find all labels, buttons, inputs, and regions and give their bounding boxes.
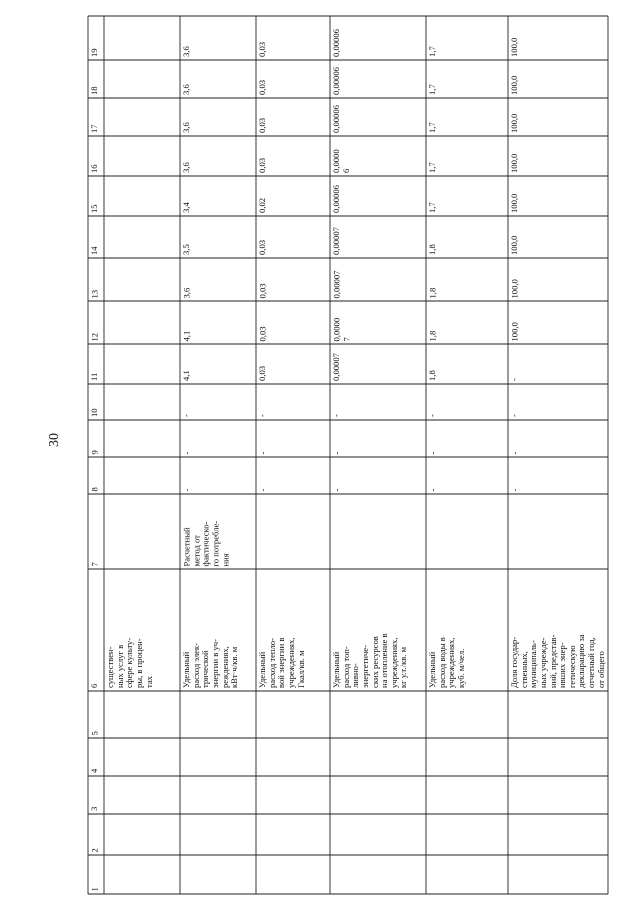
value-cell-text: - [331,451,341,454]
value-cell-text: 4,1 [181,330,191,341]
column-header [88,420,104,457]
value-cell [426,216,508,258]
indicator-cell [180,569,256,691]
column-header-text: 7 [89,561,99,566]
value-cell [330,176,426,216]
value-cell [180,216,256,258]
value-cell-text: 0,00006 [331,67,341,95]
indicator-cell [426,569,508,691]
value-cell-text: - [509,451,519,454]
value-cell-text: 0,03 [257,365,267,381]
column-header [88,569,104,691]
value-cell [426,344,508,384]
value-cell-text: 100,0 [509,278,519,298]
value-cell-text: - [427,451,437,454]
column-header [88,855,104,894]
value-cell-text: 0,03 [257,79,267,95]
value-cell-text: - [331,488,341,491]
indicator-cell [508,569,608,691]
value-cell-text: 100,0 [509,37,519,57]
method-cell [180,494,256,569]
value-cell [256,16,330,60]
value-cell [256,98,330,136]
value-cell [256,136,330,176]
column-header [88,16,104,60]
value-cell [508,16,608,60]
value-cell-text: - [427,488,437,491]
column-header [88,136,104,176]
value-cell [256,60,330,98]
column-header [88,384,104,420]
value-cell-text: 0,00007 [331,270,341,298]
value-cell [180,136,256,176]
value-cell-text: 1,8 [427,244,437,255]
value-cell-text: 1,7 [427,202,437,213]
column-header [88,216,104,258]
value-cell-text: - [509,378,519,381]
value-cell [426,98,508,136]
value-cell-text: 0,03 [257,239,267,255]
indicator-cell [256,569,330,691]
value-cell [180,16,256,60]
value-cell-text: 0,00006 [331,105,341,133]
column-header-text: 19 [89,48,99,57]
value-cell-text: 3,5 [181,244,191,255]
value-cell-text: 0,03 [257,117,267,133]
value-cell [426,258,508,301]
value-cell-text: 100,0 [509,113,519,133]
value-cell-text: - [427,414,437,417]
value-cell [180,176,256,216]
column-header-text: 17 [89,124,99,133]
value-cell [330,384,426,420]
value-cell-text: 100,0 [509,75,519,95]
value-cell [256,216,330,258]
value-cell-text: 0,02 [257,197,267,213]
value-cell [180,98,256,136]
value-cell [330,136,426,176]
indicator-cell [330,569,426,691]
value-cell [180,384,256,420]
column-header-text: 16 [89,164,99,173]
column-header-text: 3 [89,806,99,811]
value-cell-text: 100,0 [509,235,519,255]
value-cell [330,457,426,494]
value-cell [508,98,608,136]
value-cell [426,384,508,420]
value-cell [508,344,608,384]
value-cell [426,301,508,344]
value-cell [426,420,508,457]
value-cell-text: - [181,488,191,491]
value-cell-text: - [257,414,267,417]
value-cell-text: 4,1 [181,370,191,381]
indicator-table [88,16,608,894]
value-cell-text: 3,4 [181,202,191,213]
value-cell [508,216,608,258]
value-cell [180,60,256,98]
value-cell-text: 1,7 [427,122,437,133]
column-header [88,344,104,384]
value-cell-text: 3,6 [181,162,191,173]
value-cell [330,301,426,344]
value-cell [508,384,608,420]
column-header [88,494,104,569]
value-cell-text: 1,7 [427,162,437,173]
column-header-text: 2 [89,847,99,852]
column-header [88,258,104,301]
value-cell-text: 0,03 [257,325,267,341]
value-cell-text: 1,8 [427,330,437,341]
value-cell [330,60,426,98]
indicator-cell-text: Удельный расход воды в учреждениях, куб. м/чел. [427,637,466,688]
value-cell [508,258,608,301]
column-header-text: 18 [89,86,99,95]
column-header-text: 1 [89,886,99,891]
indicator-cell-text: Удельный расход тепло- вой энергии в учреждениях, Гкал/кв. м [257,637,306,688]
column-header-text: 4 [89,768,99,773]
column-header [88,301,104,344]
column-header-text: 13 [89,289,99,298]
value-cell-text: 3,6 [181,122,191,133]
value-cell [508,136,608,176]
indicator-cell [104,569,180,691]
value-cell [508,420,608,457]
value-cell-text: 1,7 [427,84,437,95]
value-cell-text: 0,00007 [331,227,341,255]
indicator-cell-text: Удельный расход элек- трической энергии в уч- реждениях, кВт·ч/кв. м [181,639,240,688]
value-cell-text: 3,6 [181,46,191,57]
value-cell [426,60,508,98]
column-header [88,691,104,738]
value-cell [508,60,608,98]
value-cell-text: 0,00007 [331,353,341,381]
value-cell-text: - [331,414,341,417]
value-cell [180,344,256,384]
value-cell [256,301,330,344]
value-cell-text: 0,00006 [331,29,341,57]
value-cell [330,216,426,258]
value-cell [180,258,256,301]
value-cell-text: - [257,488,267,491]
value-cell [508,176,608,216]
value-cell-text: 1,7 [427,46,437,57]
value-cell-text: 0,03 [257,282,267,298]
value-cell-text: 0,0000 6 [331,149,351,173]
column-header [88,98,104,136]
value-cell [426,176,508,216]
value-cell-text: - [257,451,267,454]
value-cell-text: 3,6 [181,287,191,298]
value-cell-text: 100,0 [509,153,519,173]
indicator-cell-text: Доля государ- ственных, муниципаль- ных учрежде- ний, представ- ивших энер- гетическую декларацию за отчетный год, от общего [509,634,606,688]
column-header-text: 11 [89,372,99,381]
column-header [88,776,104,814]
value-cell [330,344,426,384]
column-header [88,738,104,776]
column-header-text: 12 [89,332,99,341]
column-header-text: 5 [89,730,99,735]
value-cell [426,457,508,494]
value-cell [256,176,330,216]
column-header-text: 9 [89,449,99,454]
value-cell [256,258,330,301]
page-number: 30 [47,433,62,447]
value-cell [256,457,330,494]
column-header-text: 8 [89,486,99,491]
value-cell [180,301,256,344]
value-cell [330,258,426,301]
value-cell [256,420,330,457]
indicator-cell-text: существен- ных услуг в сфере культу- ры, в процен- тах [105,637,154,688]
column-header [88,60,104,98]
column-header-text: 14 [89,246,99,255]
value-cell-text: - [509,488,519,491]
value-cell [256,384,330,420]
value-cell [180,457,256,494]
column-header-text: 6 [89,683,99,688]
value-cell-text: - [181,451,191,454]
value-cell-text: 1,8 [427,370,437,381]
value-cell-text: 0,03 [257,157,267,173]
value-cell-text: 100,0 [509,193,519,213]
value-cell [508,301,608,344]
value-cell [426,136,508,176]
value-cell [330,98,426,136]
value-cell [180,420,256,457]
value-cell-text: 1,8 [427,287,437,298]
column-header-text: 15 [89,204,99,213]
column-header [88,176,104,216]
value-cell-text: - [181,414,191,417]
value-cell [508,457,608,494]
value-cell-text: 0,00006 [331,185,341,213]
column-header [88,457,104,494]
value-cell-text: - [509,414,519,417]
value-cell [426,16,508,60]
value-cell-text: 3,6 [181,84,191,95]
value-cell-text: 100,0 [509,321,519,341]
value-cell [330,420,426,457]
value-cell-text: 0,03 [257,41,267,57]
method-cell-text: Расчетный метод от фактическо- го потребле- ния [181,520,230,566]
indicator-cell-text: Удельный расход топ- ливно- энергетиче- ских ресурсов на отопление в учреждениях, кг у.т./кв. м [331,633,409,688]
value-cell-text: 0,0000 7 [331,317,351,341]
value-cell [330,16,426,60]
column-header [88,814,104,855]
column-header-text: 10 [89,408,99,417]
value-cell [256,344,330,384]
